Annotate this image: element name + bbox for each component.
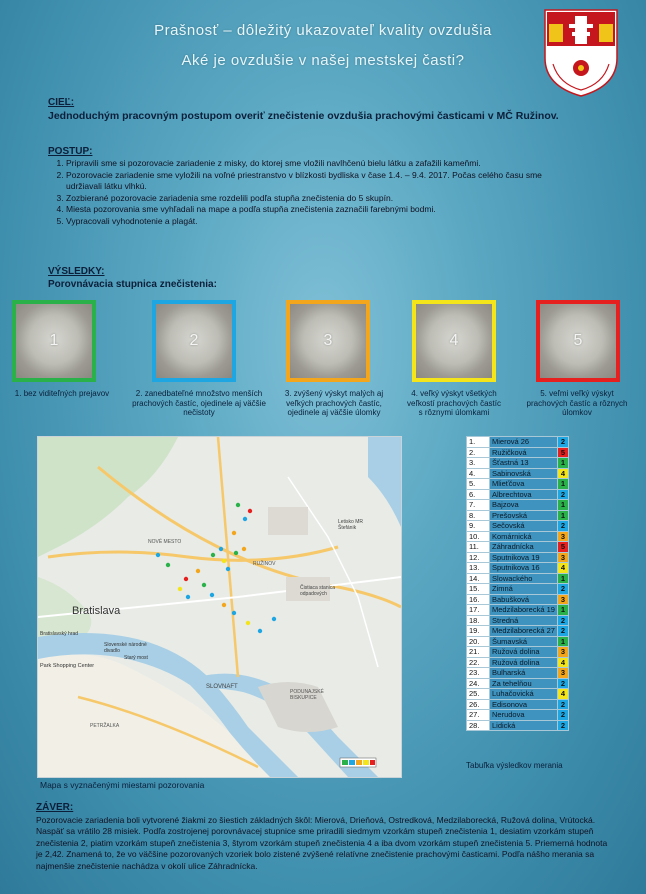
row-value: 2 bbox=[557, 521, 568, 532]
row-location: Mlieťčova bbox=[490, 479, 558, 490]
row-value: 3 bbox=[557, 668, 568, 679]
row-number: 15. bbox=[467, 584, 490, 595]
procedure-heading: POSTUP: bbox=[48, 146, 93, 157]
map-label-hrad: Bratislavský hrad bbox=[40, 631, 79, 637]
row-value: 3 bbox=[557, 594, 568, 605]
goal-heading: CIEĽ: bbox=[48, 97, 75, 108]
row-location: Komárnická bbox=[490, 531, 558, 542]
table-row bbox=[467, 636, 569, 647]
row-location: Stredná bbox=[490, 615, 558, 626]
table-row bbox=[467, 710, 569, 721]
row-location: Luhačovická bbox=[490, 689, 558, 700]
table-row bbox=[467, 437, 569, 448]
row-value: 1 bbox=[557, 605, 568, 616]
row-value: 1 bbox=[557, 500, 568, 511]
map-label-narodne-divadlo: Slovenské národné divadlo bbox=[104, 642, 147, 654]
row-number: 28. bbox=[467, 720, 490, 731]
row-location: Babušková bbox=[490, 594, 558, 605]
table-row bbox=[467, 521, 569, 532]
map-label-nove-mesto: NOVÉ MESTO bbox=[148, 539, 182, 545]
map-label-letisko: Letisko MR Štefánik bbox=[338, 519, 364, 531]
procedure-step: 2. Pozorovacie zariadenie sme vyložili na voľné priestranstvo v blízkosti bydliska v čase 1.4. – 9.4. 2017. Počas celého času sme udržiavali látku vlhkú. bbox=[66, 170, 548, 193]
procedure-list bbox=[48, 158, 548, 227]
row-value: 3 bbox=[557, 647, 568, 658]
map-label-city: Bratislava bbox=[72, 605, 121, 617]
map-label-park-shopping: Park Shopping Center bbox=[40, 663, 95, 669]
table-row bbox=[467, 531, 569, 542]
goal-text: Jednoduchým pracovným postupom overiť znečistenie ovzdušia prachovými časticami v MČ Ružinov. bbox=[48, 110, 559, 122]
row-value: 1 bbox=[557, 510, 568, 521]
row-location: Sečovská bbox=[490, 521, 558, 532]
row-number: 10. bbox=[467, 531, 490, 542]
row-value: 2 bbox=[557, 437, 568, 448]
map-label-stary-most: Starý most bbox=[124, 655, 148, 661]
scale-sample-2: 2 bbox=[152, 300, 236, 382]
table-row bbox=[467, 500, 569, 511]
row-number: 5. bbox=[467, 479, 490, 490]
row-number: 3. bbox=[467, 458, 490, 469]
results-table bbox=[466, 436, 569, 731]
procedure-step: 1. Pripravili sme si pozorovacie zariadenie z misky, do ktorej sme vložili navlhčenú bielu látku a zafažili kameňmi. bbox=[66, 158, 548, 170]
row-number: 8. bbox=[467, 510, 490, 521]
map-label-petrzalka: PETRŽALKA bbox=[90, 723, 120, 729]
row-number: 27. bbox=[467, 710, 490, 721]
row-value: 2 bbox=[557, 699, 568, 710]
row-value: 1 bbox=[557, 573, 568, 584]
title-line-2: Aké je ovzdušie v našej mestskej časti? bbox=[181, 52, 465, 69]
scale-caption-5: 5. veľmi veľký výskyt prachových častíc a rôznych úlomkov bbox=[526, 389, 628, 417]
row-value: 4 bbox=[557, 689, 568, 700]
table-row bbox=[467, 573, 569, 584]
row-value: 1 bbox=[557, 636, 568, 647]
row-value: 1 bbox=[557, 458, 568, 469]
row-location: Prešovská bbox=[490, 510, 558, 521]
row-location: Ružová dolina bbox=[490, 657, 558, 668]
table-row bbox=[467, 447, 569, 458]
table-caption: Tabuľka výsledkov merania bbox=[466, 761, 563, 770]
row-value: 1 bbox=[557, 479, 568, 490]
table-row bbox=[467, 542, 569, 553]
row-location: Ružová dolina bbox=[490, 647, 558, 658]
row-location: Sabinovská bbox=[490, 468, 558, 479]
procedure-step: 5. Vypracovali vyhodnotenie a plagát. bbox=[66, 216, 548, 228]
procedure-step: 3. Zozbierané pozorovacie zariadenia sme rozdelili podľa stupňa znečistenia do 5 skupín. bbox=[66, 193, 548, 205]
row-location: Sputnikova 16 bbox=[490, 563, 558, 574]
row-number: 14. bbox=[467, 573, 490, 584]
row-number: 19. bbox=[467, 626, 490, 637]
row-value: 2 bbox=[557, 626, 568, 637]
row-location: Za tehelňou bbox=[490, 678, 558, 689]
row-location: Ružičková bbox=[490, 447, 558, 458]
scale-caption-4: 4. veľký výskyt všetkých veľkostí prachových častíc s rôznymi úlomkami bbox=[407, 389, 501, 417]
table-row bbox=[467, 584, 569, 595]
scale-heading: Porovnávacia stupnica znečistenia: bbox=[48, 279, 217, 290]
title-line-1: Prašnosť – dôležitý ukazovateľ kvality ovzdušia bbox=[154, 22, 492, 39]
row-location: Medzilaborecká 19 bbox=[490, 605, 558, 616]
row-value: 5 bbox=[557, 542, 568, 553]
results-table-wrap bbox=[466, 436, 569, 731]
row-number: 23. bbox=[467, 668, 490, 679]
row-location: Nerudova bbox=[490, 710, 558, 721]
row-value: 3 bbox=[557, 552, 568, 563]
row-location: Mierová 26 bbox=[490, 437, 558, 448]
row-location: Šťastná 13 bbox=[490, 458, 558, 469]
row-value: 2 bbox=[557, 678, 568, 689]
table-row bbox=[467, 615, 569, 626]
row-location: Lidická bbox=[490, 720, 558, 731]
row-value: 2 bbox=[557, 489, 568, 500]
row-value: 4 bbox=[557, 563, 568, 574]
map-label-slovnaft: SLOVNAFT bbox=[206, 684, 238, 690]
map-caption: Mapa s vyznačenými miestami pozorovania bbox=[40, 780, 205, 790]
row-number: 1. bbox=[467, 437, 490, 448]
row-number: 22. bbox=[467, 657, 490, 668]
row-location: Medzilaborecká 27 bbox=[490, 626, 558, 637]
table-row bbox=[467, 699, 569, 710]
row-location: Bulharská bbox=[490, 668, 558, 679]
row-number: 20. bbox=[467, 636, 490, 647]
table-row bbox=[467, 647, 569, 658]
conclusion-heading: ZÁVER: bbox=[36, 802, 74, 813]
row-number: 4. bbox=[467, 468, 490, 479]
row-number: 12. bbox=[467, 552, 490, 563]
table-row bbox=[467, 552, 569, 563]
row-location: Záhradnícka bbox=[490, 542, 558, 553]
table-row bbox=[467, 489, 569, 500]
row-value: 2 bbox=[557, 615, 568, 626]
row-location: Sputnikova 19 bbox=[490, 552, 558, 563]
row-location: Slowackého bbox=[490, 573, 558, 584]
scale-sample-5: 5 bbox=[536, 300, 620, 382]
table-row bbox=[467, 458, 569, 469]
row-number: 16. bbox=[467, 594, 490, 605]
row-number: 25. bbox=[467, 689, 490, 700]
row-location: Bajzova bbox=[490, 500, 558, 511]
table-row bbox=[467, 657, 569, 668]
observation-map bbox=[37, 436, 402, 778]
results-heading: VÝSLEDKY: bbox=[48, 266, 105, 277]
row-number: 21. bbox=[467, 647, 490, 658]
scale-sample-3: 3 bbox=[286, 300, 370, 382]
scale-caption-1: 1. bez viditeľných prejavov bbox=[14, 389, 110, 398]
row-number: 9. bbox=[467, 521, 490, 532]
row-value: 4 bbox=[557, 468, 568, 479]
scale-sample-4: 4 bbox=[412, 300, 496, 382]
map-label-cistiaca: Čistiaca stanica odpadových bbox=[300, 585, 336, 597]
row-value: 3 bbox=[557, 531, 568, 542]
table-row bbox=[467, 678, 569, 689]
table-row bbox=[467, 594, 569, 605]
scale-sample-1: 1 bbox=[12, 300, 96, 382]
table-row bbox=[467, 479, 569, 490]
row-number: 2. bbox=[467, 447, 490, 458]
row-value: 4 bbox=[557, 657, 568, 668]
table-row bbox=[467, 689, 569, 700]
row-number: 11. bbox=[467, 542, 490, 553]
table-row bbox=[467, 626, 569, 637]
row-number: 7. bbox=[467, 500, 490, 511]
table-row bbox=[467, 468, 569, 479]
ruzinov-coat-of-arms-logo bbox=[539, 6, 623, 98]
scale-caption-2: 2. zanedbateľné množstvo menších prachových častíc, ojedinele aj väčšie nečistoty bbox=[132, 389, 266, 417]
procedure-step: 4. Miesta pozorovania sme vyhľadali na mape a podľa stupňa znečistenia zaznačili farebnými bodmi. bbox=[66, 204, 548, 216]
row-number: 6. bbox=[467, 489, 490, 500]
row-number: 26. bbox=[467, 699, 490, 710]
row-number: 17. bbox=[467, 605, 490, 616]
row-location: Albrechtova bbox=[490, 489, 558, 500]
row-location: Zimná bbox=[490, 584, 558, 595]
row-value: 2 bbox=[557, 720, 568, 731]
row-value: 2 bbox=[557, 710, 568, 721]
row-number: 18. bbox=[467, 615, 490, 626]
row-location: Šumavská bbox=[490, 636, 558, 647]
table-row bbox=[467, 510, 569, 521]
row-number: 13. bbox=[467, 563, 490, 574]
scale-caption-3: 3. zvýšený výskyt malých aj veľkých prachových častíc, ojedinele aj väčšie úlomky bbox=[284, 389, 384, 417]
table-row bbox=[467, 668, 569, 679]
map-label-podunajske: PODUNAJSKÉ BISKUPICE bbox=[290, 689, 324, 701]
table-row bbox=[467, 605, 569, 616]
conclusion-text: Pozorovacie zariadenia boli vytvorené žiakmi zo šiestich základných škôl: Mierová, Drieňová, Ostredková, Medzilaborecká, Ružová dolina, Vrútocká. Naspäť sa vrátilo 28 misiek. Podľa zostrojenej porovnávacej stupnice sme priradili siedmym vzorkám stupeň znečistenia 1, desiatim vzorkám stupeň znečistenia 2, piatim vzorkám stupeň znečistenia 3, štyrom vzorkám stupeň znečistenia 4 a iba dvom vzorkám stupeň znečistenia 5. Priemerná hodnota je 2,42. Znamená to, že vo väčšine pozorovaných vzoriek bolo zistené zvýšené relatívne znečistenie prachovými časticami. Podľa nášho merania sa najmenšie znečistenie nachádza v okolí ulice Záhradnícka. bbox=[36, 815, 608, 871]
row-value: 5 bbox=[557, 447, 568, 458]
row-value: 2 bbox=[557, 584, 568, 595]
row-number: 24. bbox=[467, 678, 490, 689]
row-location: Edisonova bbox=[490, 699, 558, 710]
map-label-ruzinov: RUŽINOV bbox=[253, 561, 276, 567]
table-row bbox=[467, 720, 569, 731]
table-row bbox=[467, 563, 569, 574]
